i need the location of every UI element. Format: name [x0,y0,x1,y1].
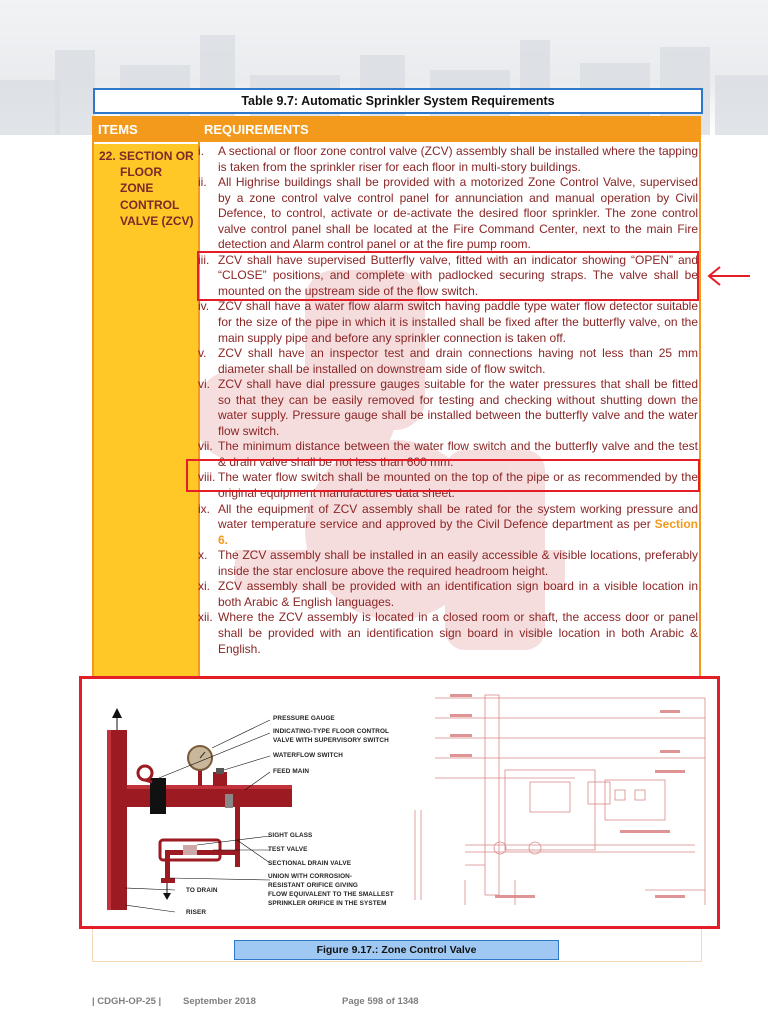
requirement-number: vi. [198,377,210,392]
requirement-item [198,548,698,579]
highlight-box-item-vii [186,459,700,492]
requirement-item [198,610,698,657]
header-requirements: REQUIREMENTS [200,118,699,142]
requirement-item [198,377,698,439]
requirement-text: Where the ZCV assembly is located in a closed room or shaft, the access door or panel shall be provided with an identification sign board in visible location in both Arabic & English. [218,610,698,656]
footer-page-number: Page 598 of 1348 [342,996,419,1007]
requirement-text: The ZCV assembly shall be installed in an easily accessible & visible locations, preferably inside the star enclosure above the required headroom height. [218,548,698,578]
item-label-line: FLOOR [120,165,162,180]
label-test-valve: TEST VALVE [268,846,308,853]
label-indicating-valve-1: INDICATING-TYPE FLOOR CONTROL [273,728,390,735]
requirements-list [198,144,698,657]
requirement-text: The water flow switch shall be mounted on the top of the pipe or as recommended by the original equipment manufactures data sheet. [218,470,698,501]
label-indicating-valve-2: VALVE WITH SUPERVISORY SWITCH [273,737,389,744]
item-label-line: CONTROL [120,197,180,212]
requirement-text [218,502,698,549]
requirement-item [198,299,698,346]
footer-date: September 2018 [183,996,256,1007]
requirement-text: A sectional or floor zone control valve (ZCV) assembly shall be installed where the tapping is taken from the sprinkler riser for each floor in multi-story buildings. [218,144,698,174]
section-6-link[interactable]: Section 6. [218,517,698,547]
requirement-number: ii. [198,175,207,190]
requirement-number: x. [198,548,208,563]
requirement-number: xi. [198,579,210,594]
label-feed-main: FEED MAIN [273,768,310,775]
item-label-line: 22. SECTION OR [99,149,194,163]
requirement-text: ZCV shall have dial pressure gauges suitable for the water pressures that shall be fitted so that they can be easily removed for testing and checking without shutting down the water supply. Pressure gauge shall be installed between the butterfly valve and the water flow switch. [218,377,698,438]
requirement-item [198,502,698,549]
requirement-number: i. [198,144,204,158]
requirement-text: ZCV assembly shall be provided with an identification sign board in a visible location in both Arabic & English languages. [218,579,698,609]
requirement-text: All Highrise buildings shall be provided with a motorized Zone Control Valve, supervised by a zone control valve control panel for annunciation and manual operation by Civil Defence, to control, activate or de-activate the desired floor sprinkler. The zone control valve control panel shall be located at the Fire Command Center, next to the main Fire detection and Alarm control panel or at the fire pump room. [218,175,698,252]
table-title: Table 9.7: Automatic Sprinkler System Requirements [93,88,703,114]
left-arrow-icon [706,264,752,288]
label-pressure-gauge: PRESSURE GAUGE [273,715,335,722]
highlight-box-item-iii [197,251,699,301]
header-skyline-image [0,0,768,135]
label-waterflow-switch: WATERFLOW SWITCH [273,752,343,759]
zcv-schematic-drawing [405,690,710,922]
item-label [94,148,198,229]
requirement-text: ZCV shall have an inspector test and drain connections having not less than 25 mm diameter shall be installed on downstream side of flow switch. [218,346,698,376]
requirement-text-body: All the equipment of ZCV assembly shall be rated for the system working pressure and water temperature service and approved by the Civil Defence department as per [218,501,698,532]
label-union-2: RESISTANT ORIFICE GIVING [268,882,358,889]
requirement-item [198,175,698,253]
label-riser: RISER [186,909,207,916]
label-union-4: SPRINKLER ORIFICE IN THE SYSTEM [268,900,387,907]
label-union-3: FLOW EQUIVALENT TO THE SMALLEST [268,891,394,898]
requirement-number: ix. [198,501,210,516]
requirement-number: xii. [198,610,213,625]
label-union-1: UNION WITH CORROSION- [268,873,353,880]
label-to-drain: TO DRAIN [186,887,218,894]
requirement-number: vii. [198,439,213,454]
requirement-number: iv. [198,299,210,314]
requirement-text: ZCV shall have a water flow alarm switch having paddle type water flow detector suitable for the size of the pipe in which it is installed shall be fixed after the butterfly valve, on the main supply pipe and before any sprinkler connection is taken off. [218,299,698,345]
item-label-line: VALVE (ZCV) [120,213,194,228]
label-sight-glass: SIGHT GLASS [268,832,313,839]
requirement-number: viii. [198,470,216,485]
requirement-number: iii. [198,252,210,267]
requirement-text: The minimum distance between the water flow switch and the butterfly valve and the test & drain valve shall be not less than 600 mm. [218,439,698,469]
requirement-item [198,144,698,175]
requirement-text: ZCV shall have supervised Butterfly valve, fitted with an indicator showing “OPEN” and “CLOSE” positions, and complete with padlocked securing straps. The valve shall be mounted on the upstream side of the flow switch. [218,252,698,298]
header-items: ITEMS [94,118,198,142]
figure-caption: Figure 9.17.: Zone Control Valve [234,940,559,960]
footer-doc-code: | CDGH-OP-25 | [92,996,162,1007]
requirement-item [198,346,698,377]
label-sectional-drain: SECTIONAL DRAIN VALVE [268,860,352,867]
item-label-line: ZONE [120,181,154,196]
requirement-item [198,579,698,610]
requirement-number: v. [198,346,207,361]
